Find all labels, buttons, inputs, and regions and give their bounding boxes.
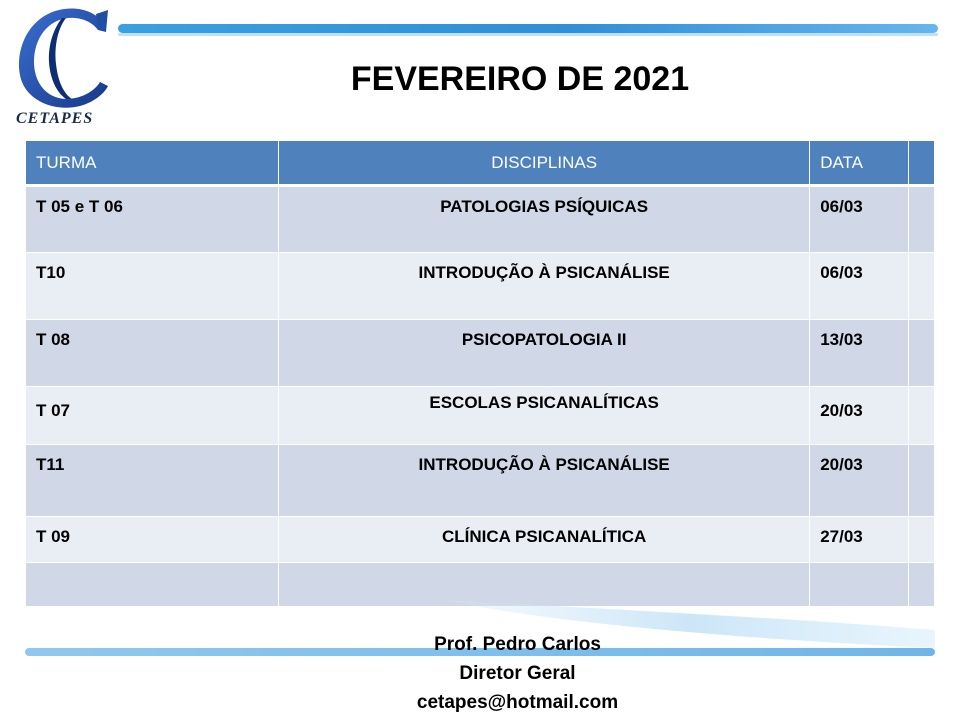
cell-extra — [909, 320, 935, 387]
header-disciplinas: DISCIPLINAS — [279, 141, 810, 186]
cell-data: 06/03 — [810, 186, 909, 253]
cell-turma: T 08 — [26, 320, 279, 387]
cell-data: 20/03 — [810, 445, 909, 517]
cell-extra — [909, 445, 935, 517]
table-row — [26, 517, 935, 563]
table-row — [26, 186, 935, 253]
top-decorative-bar — [118, 24, 938, 33]
cell-extra — [909, 517, 935, 563]
cell-disciplina: CLÍNICA PSICANALÍTICA — [279, 517, 810, 563]
cell-disciplina: INTRODUÇÃO À PSICANÁLISE — [279, 445, 810, 517]
cell-turma: T 05 e T 06 — [26, 186, 279, 253]
header-turma: TURMA — [26, 141, 279, 186]
cell-data: 06/03 — [810, 253, 909, 320]
cell-data: 20/03 — [810, 387, 909, 445]
table-row — [26, 445, 935, 517]
table-row — [26, 387, 935, 445]
cell-data: 27/03 — [810, 517, 909, 563]
header-extra — [909, 141, 935, 186]
cell-turma: T11 — [26, 445, 279, 517]
footer-email: cetapes@hotmail.com — [416, 692, 619, 713]
cell-turma: T 09 — [26, 517, 279, 563]
cell-turma: T 07 — [26, 387, 279, 445]
table-row — [26, 320, 935, 387]
schedule-table — [25, 140, 935, 607]
cell-extra — [909, 253, 935, 320]
page-title: FEVEREIRO DE 2021 — [350, 60, 690, 98]
logo-text: CETAPES — [16, 110, 94, 127]
cell-turma: T10 — [26, 253, 279, 320]
footer — [330, 630, 705, 717]
cell-disciplina: PATOLOGIAS PSÍQUICAS — [279, 186, 810, 253]
cell-data: 13/03 — [810, 320, 909, 387]
footer-role: Diretor Geral — [459, 663, 576, 684]
top-decorative-bar-light — [118, 33, 938, 36]
cell-extra — [909, 387, 935, 445]
cell-disciplina: INTRODUÇÃO À PSICANÁLISE — [279, 253, 810, 320]
cell-disciplina: ESCOLAS PSICANALÍTICAS — [279, 387, 810, 445]
cell-disciplina: PSICOPATOLOGIA II — [279, 320, 810, 387]
table-header-row — [26, 141, 935, 186]
table-row — [26, 253, 935, 320]
cell-extra — [909, 186, 935, 253]
header-data: DATA — [810, 141, 909, 186]
footer-name: Prof. Pedro Carlos — [434, 634, 601, 655]
